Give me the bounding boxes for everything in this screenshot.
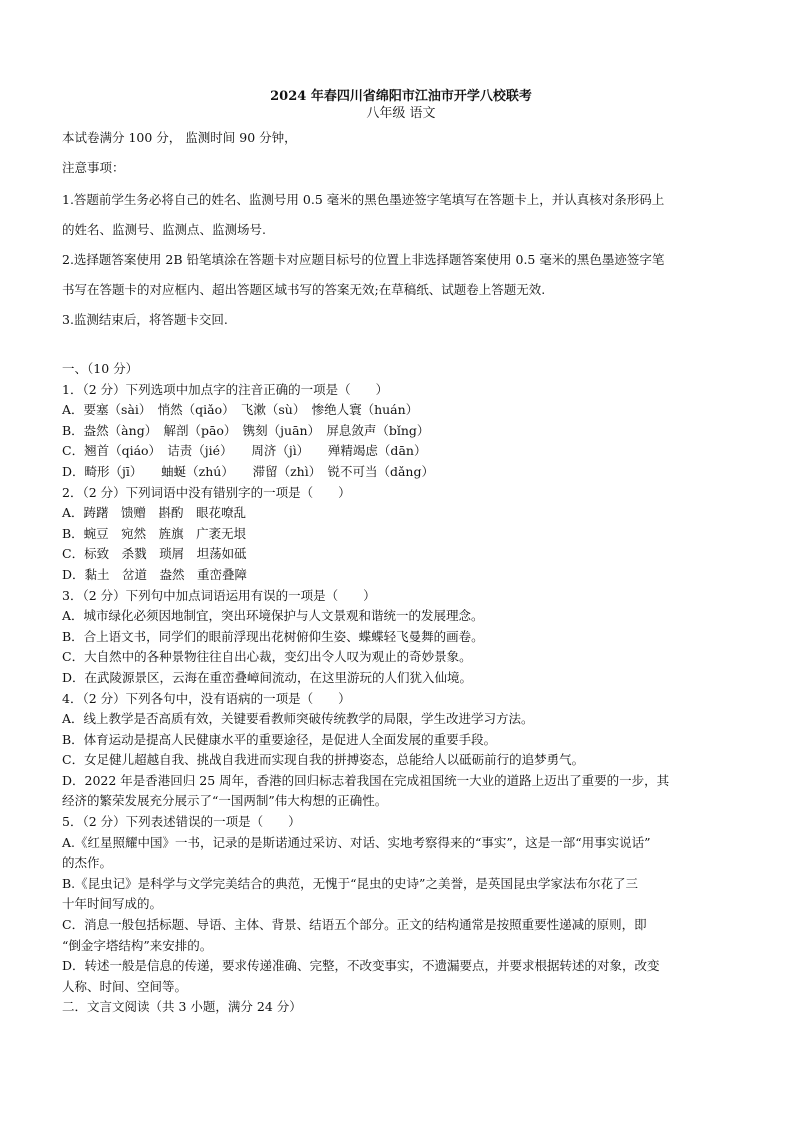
question-2-stem: 2．（2 分）下列词语中没有错别字的一项是（ ） <box>62 484 351 500</box>
question-2-option-b: B．蜿豆 宛然 旌旗 广袤无垠 <box>62 525 247 541</box>
notice-item-2b: 书写在答题卡的对应框内、超出答题区域书写的答案无效;在草稿纸、试题卷上答题无效. <box>62 282 546 297</box>
question-3-option-a: A．城市绿化必须因地制宜，突出环境保护与人文景观和谐统一的发展理念。 <box>62 608 484 624</box>
notice-item-3: 3.监测结束后，将答题卡交回. <box>62 312 228 327</box>
question-3-option-b: B．合上语文书，同学们的眼前浮现出花树俯仰生姿、蝶蝶轻飞曼舞的画卷。 <box>62 628 484 644</box>
question-5-option-b-line-2: 十年时间写成的。 <box>62 896 163 912</box>
question-1-option-c: C．翘首（qiáo） 诘责（jié） 周济（jì） 殚精竭虑（dān） <box>62 443 427 459</box>
question-4-option-d-line-1: D．2022 年是香港回归 25 周年，香港的回归标志着我国在完成祖国统一大业的道路上迈出了重要的一步，其 <box>62 772 670 788</box>
question-5-option-c-line-2: “倒金字塔结构”来安排的。 <box>62 937 213 953</box>
question-3-option-d: D．在武陵源景区，云海在重峦叠嶂间流动，在这里游玩的人们犹入仙境。 <box>62 669 473 685</box>
notice-item-1a: 1.答题前学生务必将自己的姓名、监测号用 0.5 毫米的黑色墨迹签字笔填写在答题卡上，并认真核对条形码上 <box>62 192 665 207</box>
spacer <box>62 335 740 359</box>
question-4-stem: 4．（2 分）下列各句中，没有语病的一项是（ ） <box>62 690 351 706</box>
question-5-option-a-line-2: 的杰作。 <box>62 855 113 871</box>
question-1-option-a: A．要塞（sài） 悄然（qiǎo） 飞漱（sù） 惨绝人寰（huán） <box>62 402 419 418</box>
question-5-option-a-line-1: A.《红星照耀中国》一书，记录的是斯诺通过采访、对话、实地考察得来的“事实”，这是一部“用事实说话” <box>62 834 651 850</box>
question-5-option-d-line-2: 人称、时间、空间等。 <box>62 978 188 994</box>
exam-notice <box>62 125 740 335</box>
exam-subtitle: 八年级 语文 <box>366 106 436 121</box>
question-5-stem: 5．（2 分）下列表述错误的一项是（ ） <box>62 814 301 830</box>
exam-page <box>62 88 740 1018</box>
question-3-stem: 3．（2 分）下列句中加点词语运用有误的一项是（ ） <box>62 587 376 603</box>
notice-item-1b: 的姓名、监测号、监测点、监测场号. <box>62 222 266 237</box>
question-4-option-c: C．女足健儿超越自我、挑战自我进而实现自我的拼搏姿态，总能给人以砥砺前行的追梦勇气。 <box>62 752 585 768</box>
question-5-option-c-line-1: C．消息一般包括标题、导语、主体、背景、结语五个部分。正文的结构通常是按照重要性递减的原则，即 <box>62 917 647 933</box>
section-1-heading: 一、（10 分） <box>62 361 139 376</box>
question-5-option-d-line-1: D．转述一般是信息的传递，要求传递准确、完整，不改变事实，不遗漏要点，并要求根据转述的对象，改变 <box>62 958 660 974</box>
question-4-option-a: A．线上教学是否高质有效，关键要看教师突破传统教学的局限，学生改进学习方法。 <box>62 711 534 727</box>
question-1-stem: 1．（2 分）下列选项中加点字的注音正确的一项是（ ） <box>62 381 389 397</box>
notice-intro: 本试卷满分 100 分， 监测时间 90 分钟， <box>62 130 297 145</box>
notice-heading: 注意事项： <box>62 160 125 175</box>
question-4-option-b: B．体育运动是提高人民健康水平的重要途径，是促进人全面发展的重要手段。 <box>62 731 497 747</box>
question-5-option-b-line-1: B.《昆虫记》是科学与文学完美结合的典范，无愧于“昆虫的史诗”之美誉，是英国昆虫学家法布尔花了三 <box>62 875 638 891</box>
notice-item-2a: 2.选择题答案使用 2B 铅笔填涂在答题卡对应题目标号的位置上非选择题答案使用 0.5 毫米的黑色墨迹签字笔 <box>62 252 665 267</box>
question-2-option-d: D．黏土 岔道 盎然 重峦叠障 <box>62 566 248 582</box>
question-2-option-a: A．踌躇 馈赠 斟酌 眼花嘹乱 <box>62 505 247 521</box>
question-2-option-c: C．标致 杀戮 琐屑 坦荡如砥 <box>62 546 247 562</box>
exam-title: 2024 年春四川省绵阳市江油市开学八校联考 <box>270 89 532 104</box>
question-1-option-d: D．畸形（jī） 蚰蜒（zhú） 滞留（zhì） 锐不可当（dǎng） <box>62 463 434 479</box>
question-4-option-d-line-2: 经济的繁荣发展充分展示了“一国两制”伟大构想的正确性。 <box>62 793 388 809</box>
question-3-option-c: C．大自然中的各种景物往往自出心裁，变幻出令人叹为观止的奇妙景象。 <box>62 649 472 665</box>
section-2-heading: 二．文言文阅读（共 3 小题，满分 24 分） <box>62 999 302 1015</box>
question-1-option-b: B．盎然（àng） 解剖（pāo） 镌刻（juān） 屏息敛声（bǐng） <box>62 422 430 438</box>
